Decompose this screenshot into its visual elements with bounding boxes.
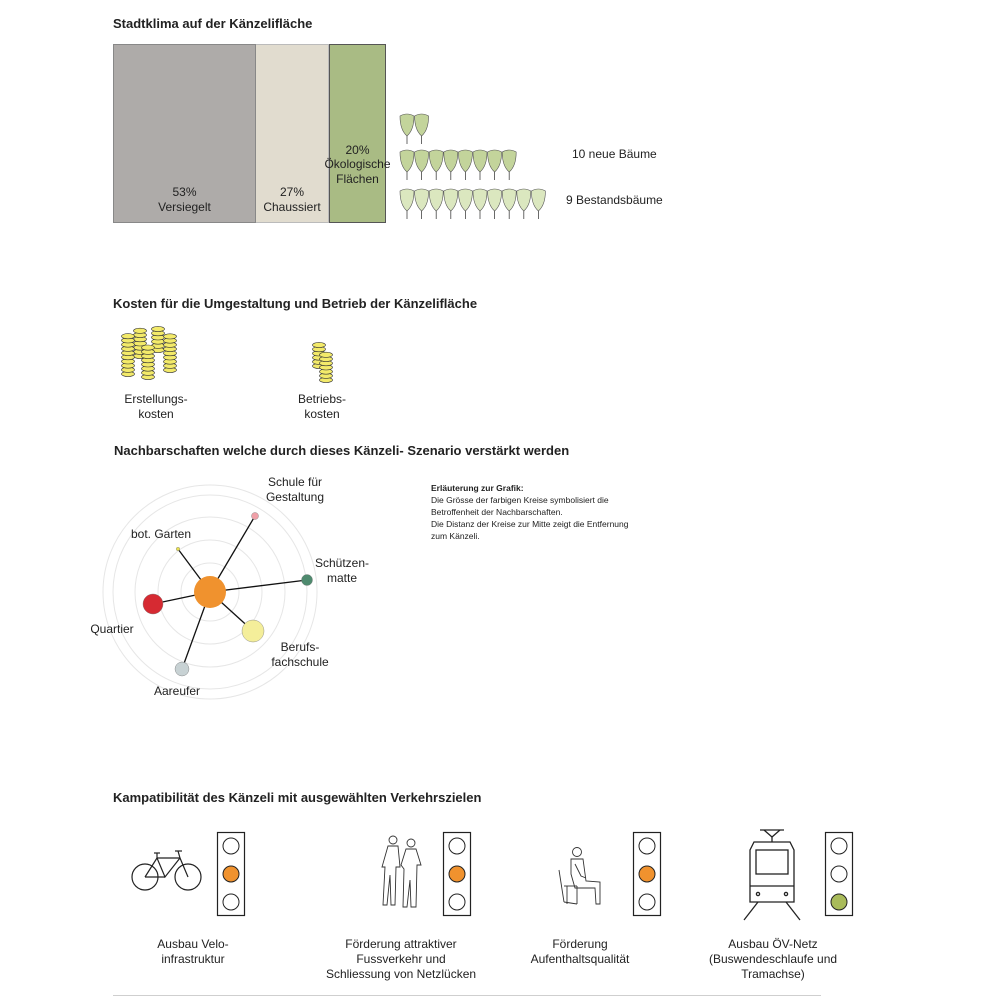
traffic-light-aufenthalt: [633, 832, 661, 916]
traffic-light-fussverkehr: [443, 832, 471, 916]
note-line: Betroffenheit der Nachbarschaften.: [431, 507, 563, 517]
traffic-light-lamp-bottom: [639, 894, 655, 910]
section-title-stadtklima: Stadtklima auf der Känzelifläche: [113, 16, 313, 31]
bar-percent: 20%: [345, 143, 370, 157]
goal-velo-line2: infrastruktur: [161, 952, 225, 966]
goal-aufenthalt-line1: Förderung: [552, 937, 608, 951]
traffic-light-lamp-bottom: [831, 894, 847, 910]
node-quartier: [143, 594, 163, 614]
label-schule-line2: Gestaltung: [265, 490, 325, 504]
traffic-light-lamp-top: [223, 838, 239, 854]
label-schuetzen-line2: matte: [326, 571, 357, 585]
goal-oev-line3: Tramachse): [741, 967, 805, 981]
traffic-light-lamp-middle: [639, 866, 655, 882]
goal-fuss-line3: Schliessung von Netzlücken: [325, 967, 477, 981]
node-berufsfachschule: [242, 620, 264, 642]
tram-icon: [742, 828, 802, 922]
traffic-light-lamp-middle: [223, 866, 239, 882]
label-schule-line1: Schule für: [267, 475, 323, 489]
bar-percent: 53%: [172, 185, 197, 199]
chart-explanation-note: [431, 482, 701, 542]
bar-label: Chaussiert: [263, 200, 321, 214]
goal-fuss-line1: Förderung attraktiver: [345, 937, 457, 951]
bar-label-line1: Ökologische: [324, 157, 391, 171]
betriebskosten-line2: kosten: [304, 407, 340, 421]
bar-percent: 27%: [279, 185, 305, 199]
traffic-light-velo: [217, 832, 245, 916]
node-schule-fuer-gestaltung: [252, 513, 259, 520]
goal-oev-line2: (Buswendeschlaufe und: [708, 952, 838, 966]
node-kaenzeli-center: [194, 576, 226, 608]
section-title-kosten: Kosten für die Umgestaltung und Betrieb der Känzelifläche: [113, 296, 478, 311]
traffic-light-lamp-middle: [449, 866, 465, 882]
label-berufs-line1: Berufs-: [280, 640, 320, 654]
section-title-nachbarschaften: Nachbarschaften welche durch dieses Känzeli- Szenario verstärkt werden: [114, 443, 570, 458]
traffic-light-lamp-top: [639, 838, 655, 854]
traffic-light-oev: [825, 832, 853, 916]
section-title-verkehrsziele: Kampatibilität des Känzeli mit ausgewählten Verkehrszielen: [113, 790, 482, 805]
traffic-light-lamp-top: [831, 838, 847, 854]
label-bot-garten: bot. Garten: [130, 527, 192, 541]
note-line: zum Känzeli.: [431, 531, 480, 541]
node-aareufer: [175, 662, 189, 676]
traffic-light-lamp-middle: [831, 866, 847, 882]
betriebskosten-line1: Betriebs-: [297, 392, 347, 406]
note-line: Die Distanz der Kreise zur Mitte zeigt die Entfernung: [431, 519, 629, 529]
bar-label-line2: Flächen: [336, 172, 379, 186]
existing-trees-label: 9 Bestandsbäume: [566, 193, 663, 207]
goal-velo-line1: Ausbau Velo-: [157, 937, 229, 951]
erstellungskosten-line1: Erstellungs-: [124, 392, 188, 406]
bottom-divider: [113, 995, 821, 996]
label-aareufer: Aareufer: [153, 684, 201, 698]
goal-oev-line1: Ausbau ÖV-Netz: [728, 937, 818, 951]
traffic-light-lamp-bottom: [223, 894, 239, 910]
node-bot-garten: [176, 547, 180, 551]
label-schuetzen-line1: Schützen-: [314, 556, 370, 570]
erstellungskosten-line2: kosten: [138, 407, 174, 421]
note-title: Erläuterung zur Grafik:: [431, 483, 524, 493]
note-line: Die Grösse der farbigen Kreise symbolisiert die: [431, 495, 609, 505]
goal-fuss-line2: Fussverkehr und: [356, 952, 446, 966]
label-berufs-line2: fachschule: [271, 655, 329, 669]
bar-label: Versiegelt: [158, 200, 211, 214]
bicycle-icon: [130, 848, 204, 894]
traffic-light-lamp-bottom: [449, 894, 465, 910]
traffic-light-lamp-top: [449, 838, 465, 854]
new-trees-label: 10 neue Bäume: [572, 147, 657, 161]
label-quartier: Quartier: [90, 622, 134, 636]
seated-person-icon: [555, 846, 605, 908]
goal-aufenthalt-line2: Aufenthaltsqualität: [530, 952, 630, 966]
pedestrians-icon: [380, 835, 424, 909]
